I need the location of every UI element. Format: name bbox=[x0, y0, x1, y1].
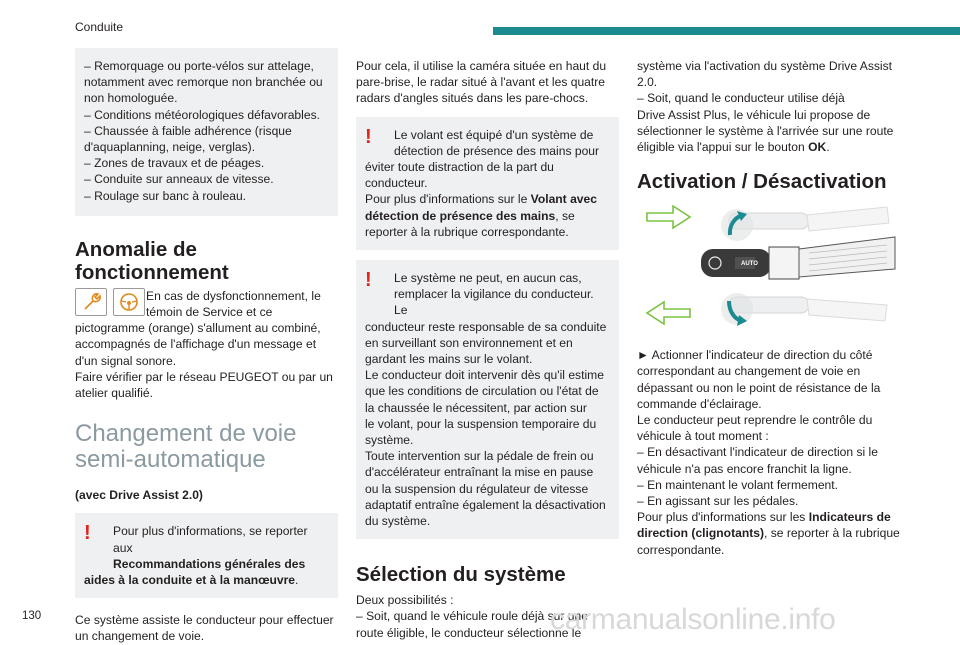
text-line: d'accélérateur entraînant la mise en pause bbox=[365, 465, 594, 480]
text-line: 2.0. bbox=[637, 75, 658, 90]
text-line: Faire vérifier par le réseau PEUGEOT ou par un bbox=[75, 369, 333, 384]
link-text: aides à la conduite et à la manœuvre bbox=[84, 573, 296, 588]
lighting-stalk-diagram bbox=[637, 205, 900, 333]
text-line: le volant, pour la suspension temporaire du bbox=[365, 416, 597, 431]
selection-continued bbox=[637, 58, 900, 155]
text: éligible via l'appui sur le bouton bbox=[637, 140, 809, 155]
text-line: – En maintenant le volant fermement. bbox=[637, 477, 838, 492]
text: , se bbox=[555, 208, 575, 223]
text-line: correspondante. bbox=[637, 542, 725, 557]
list-line: – Roulage sur banc à rouleau. bbox=[84, 188, 247, 203]
column-2 bbox=[356, 48, 619, 641]
text: Pour plus d'informations sur le bbox=[365, 192, 531, 207]
activation-heading: Activation / Désactivation bbox=[637, 170, 887, 194]
text-line: correspondant au changement de voie en bbox=[637, 364, 861, 379]
text-line: adaptatif entraîne également la désactivation bbox=[365, 497, 606, 512]
text-line: – Soit, quand le véhicule roule déjà sur une bbox=[356, 609, 588, 624]
text: . bbox=[295, 573, 299, 588]
heading-line: Changement de voie bbox=[75, 420, 297, 448]
watermark: carmanualsonline.info bbox=[550, 603, 836, 636]
text-line: Le volant est équipé d'un système de bbox=[394, 127, 594, 142]
text-line: Ce système assiste le conducteur pour effectuer bbox=[75, 613, 334, 628]
list-line: – Conditions météorologiques défavorables. bbox=[84, 107, 320, 122]
text: Pour plus d'informations sur les bbox=[637, 510, 809, 525]
text-line: Le système ne peut, en aucun cas, bbox=[394, 271, 582, 286]
text-line: que les conditions de circulation ou l'état de bbox=[365, 384, 599, 399]
text-line: du système. bbox=[365, 514, 431, 529]
text-line: conducteur. bbox=[365, 176, 428, 191]
text-line: route éligible, le conducteur sélectionne le bbox=[356, 625, 582, 640]
text-line: ► Actionner l'indicateur de direction du côté bbox=[637, 348, 873, 363]
warning-box bbox=[356, 260, 619, 539]
text-line: commande d'éclairage. bbox=[637, 396, 762, 411]
text-line: Recommandations générales des bbox=[113, 556, 306, 571]
subtitle: (avec Drive Assist 2.0) bbox=[75, 488, 203, 503]
link-text: Volant avec bbox=[530, 192, 597, 207]
intro-paragraph bbox=[356, 58, 619, 107]
text-line: système via l'activation du système Drive Assist bbox=[637, 59, 893, 73]
warning-icon: ! bbox=[365, 125, 372, 148]
list-line: – Zones de travaux et de péages. bbox=[84, 156, 265, 171]
text-line: éviter toute distraction de la part du bbox=[365, 160, 554, 175]
text-line: Drive Assist Plus, le véhicule lui propose de bbox=[637, 107, 871, 122]
list-line: d'aquaplanning, neige, verglas). bbox=[84, 140, 256, 155]
link-text: direction (clignotants) bbox=[637, 526, 764, 541]
text-line: gardant les mains sur le volant. bbox=[365, 352, 533, 367]
text-line: atelier qualifié. bbox=[75, 386, 153, 401]
text-line: – En désactivant l'indicateur de direction si le bbox=[637, 445, 878, 460]
warning-icon: ! bbox=[365, 269, 372, 292]
column-1 bbox=[75, 48, 338, 645]
system-selection-heading: Sélection du système bbox=[356, 563, 566, 587]
text-line: en surveillant son environnement et en bbox=[365, 335, 573, 350]
arrow-right-icon bbox=[647, 206, 690, 228]
list-line: notamment avec remorque non branchée ou bbox=[84, 75, 323, 90]
wrench-icon bbox=[75, 288, 107, 316]
lane-change-heading bbox=[75, 421, 338, 473]
text-line: pare-brise, le radar situé à l'avant et les quatre bbox=[356, 75, 606, 90]
text: , se reporter à la rubrique bbox=[763, 526, 900, 541]
text-line: système. bbox=[365, 433, 414, 448]
heading-line: fonctionnement bbox=[75, 260, 229, 284]
link-text: détection de présence des mains bbox=[365, 208, 556, 223]
page-number: 130 bbox=[22, 610, 42, 622]
stalk-illustration bbox=[637, 205, 900, 333]
anomaly-heading bbox=[75, 238, 338, 284]
text-line: reporter à la rubrique correspondante. bbox=[365, 224, 569, 239]
list-line: non homologuée. bbox=[84, 91, 178, 106]
list-line: – Chaussée à faible adhérence (risque bbox=[84, 123, 292, 138]
text: . bbox=[826, 140, 830, 155]
text-line: pictogramme (orange) s'allument au combiné, bbox=[75, 321, 321, 336]
list-line: – Conduite sur anneaux de vitesse. bbox=[84, 172, 274, 187]
auto-label: AUTO bbox=[741, 261, 758, 268]
activation-paragraph bbox=[637, 347, 900, 558]
warning-lamp-icons bbox=[75, 288, 145, 316]
text-line: sélectionner le système à l'arrivée sur une route bbox=[637, 123, 894, 138]
text-line: véhicule à tout moment : bbox=[637, 429, 769, 444]
text-line: véhicule n'a pas encore franchit la ligne. bbox=[637, 461, 852, 476]
link-text: Indicateurs de bbox=[808, 510, 891, 525]
text-line: Le conducteur doit intervenir dès qu'il estime bbox=[365, 368, 604, 383]
text-line: détection de présence des mains pour bbox=[394, 143, 600, 158]
conditions-list-box bbox=[75, 48, 338, 216]
text-line: accompagnés de l'affichage d'un message et bbox=[75, 337, 317, 352]
text-line: Toute intervention sur la pédale de frein ou bbox=[365, 449, 594, 464]
running-header: Conduite bbox=[75, 20, 124, 34]
text-line: conducteur reste responsable de sa conduite bbox=[365, 319, 607, 334]
warning-box bbox=[356, 117, 619, 250]
text-line: – Soit, quand le conducteur utilise déjà bbox=[637, 91, 845, 106]
text-line: Pour cela, il utilise la caméra située en haut du bbox=[356, 59, 607, 73]
text-line: – En agissant sur les pédales. bbox=[637, 494, 799, 509]
text-line: dépassant ou non le point de résistance de la bbox=[637, 380, 881, 395]
text-line: d'un signal sonore. bbox=[75, 353, 177, 368]
warning-icon: ! bbox=[84, 522, 91, 545]
warning-box bbox=[75, 513, 338, 598]
text-line: ou la suspension du régulateur de vitesse bbox=[365, 481, 589, 496]
heading-line: semi-automatique bbox=[75, 446, 266, 474]
text-line: un changement de voie. bbox=[75, 629, 205, 644]
text-line: radars d'angles situés dans les pare-chocs. bbox=[356, 91, 589, 106]
column-3 bbox=[637, 48, 900, 558]
text-line: Deux possibilités : bbox=[356, 593, 454, 608]
text-line: En cas de dysfonctionnement, le bbox=[146, 288, 321, 303]
text-line: Pour plus d'informations, se reporter aux bbox=[113, 524, 308, 555]
text-line: Le conducteur peut reprendre le contrôle du bbox=[637, 413, 873, 428]
heading-line: Anomalie de bbox=[75, 237, 197, 261]
anomaly-paragraph bbox=[75, 288, 338, 401]
header-accent-bar bbox=[493, 27, 960, 35]
ok-button-label: OK bbox=[808, 140, 827, 155]
text-line: remplacer la vigilance du conducteur. Le bbox=[394, 287, 594, 318]
steering-wheel-icon bbox=[113, 288, 145, 316]
text-line: la chaussée le nécessitent, par action sur bbox=[365, 400, 587, 415]
text-line: témoin de Service et ce bbox=[146, 305, 273, 320]
arrow-left-icon bbox=[647, 302, 690, 324]
list-line: – Remorquage ou porte-vélos sur attelage, bbox=[84, 59, 314, 73]
